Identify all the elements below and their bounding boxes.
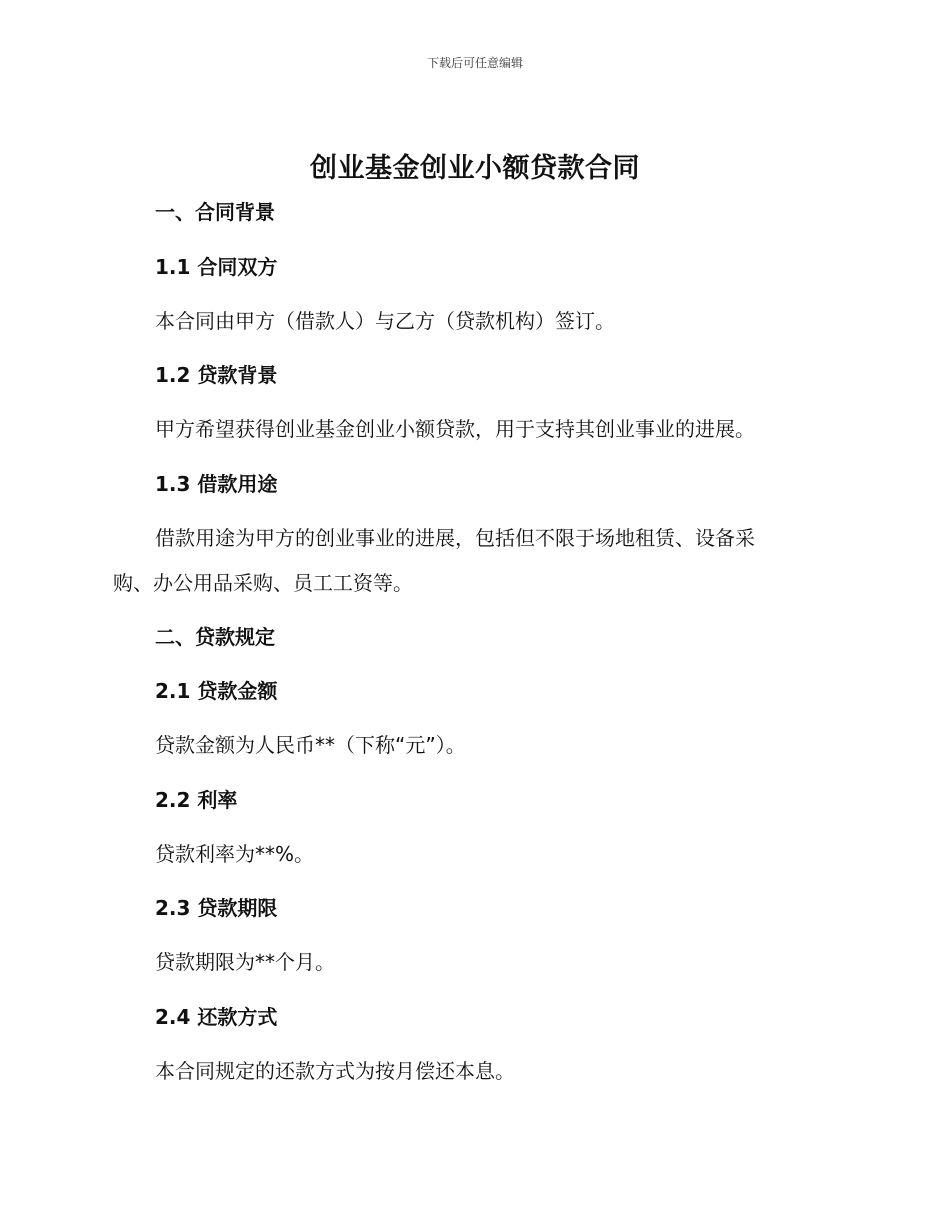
page-header: 下载后可任意编辑: [426, 56, 523, 70]
paragraph-repayment-method: 本合同规定的还款方式为按月偿还本息。: [155, 1059, 515, 1083]
subheading-loan-purpose: 1.3 借款用途: [155, 472, 278, 496]
paragraph-loan-purpose: 借款用途为甲方的创业事业的进展，包括但不限于场地租赁、设备采: [155, 526, 755, 550]
subheading-loan-background: 1.2 贷款背景: [155, 363, 278, 387]
subheading-loan-term: 2.3 贷款期限: [155, 896, 278, 920]
paragraph-loan-amount: 贷款金额为人民币**（下称“元”）。: [155, 733, 466, 757]
document-title: 创业基金创业小额贷款合同: [310, 153, 640, 184]
section-heading-background: 一、合同背景: [155, 200, 275, 224]
paragraph-interest-rate: 贷款利率为**%。: [155, 842, 315, 866]
paragraph-loan-background: 甲方希望获得创业基金创业小额贷款，用于支持其创业事业的进展。: [155, 417, 755, 441]
paragraph-loan-term: 贷款期限为**个月。: [155, 950, 335, 974]
subheading-loan-amount: 2.1 贷款金额: [155, 679, 278, 703]
subheading-parties: 1.1 合同双方: [155, 255, 278, 279]
paragraph-parties: 本合同由甲方（借款人）与乙方（贷款机构）签订。: [155, 309, 615, 333]
section-heading-loan-terms: 二、贷款规定: [155, 625, 275, 649]
subheading-repayment-method: 2.4 还款方式: [155, 1005, 278, 1029]
paragraph-loan-purpose-continued: 购、办公用品采购、员工工资等。: [113, 571, 413, 595]
subheading-interest-rate: 2.2 利率: [155, 788, 238, 812]
